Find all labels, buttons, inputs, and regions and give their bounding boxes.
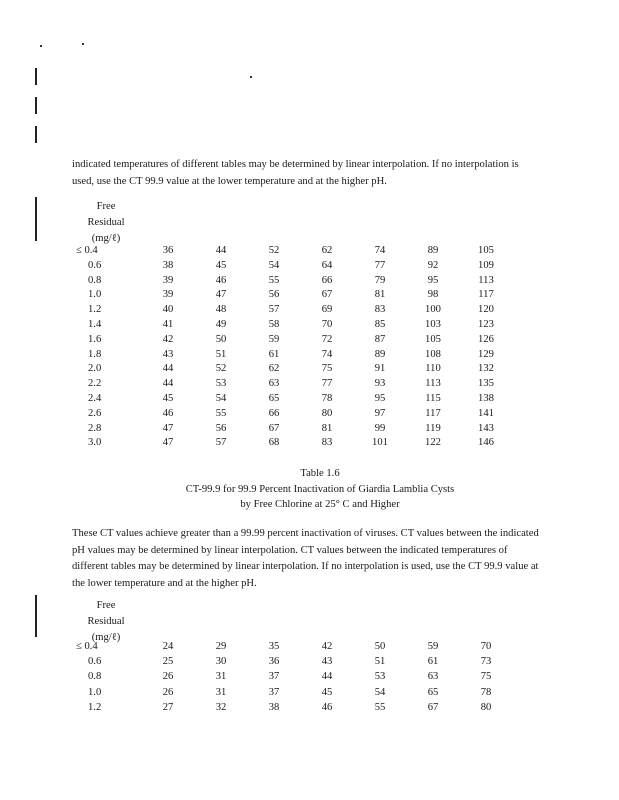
ct-value-cell: 132 — [478, 363, 494, 375]
ct-value-cell: 32 — [215, 701, 227, 713]
ct-value-cell: 65 — [427, 686, 439, 698]
ct-value-cell: 117 — [478, 289, 494, 301]
margin-bar — [35, 97, 37, 114]
residual-value-cell: 2.4 — [88, 393, 102, 404]
ct-value-cell: 55 — [215, 407, 227, 419]
ct-value-cell: 51 — [374, 656, 386, 668]
ct-value-cell: 75 — [480, 671, 492, 683]
ct-value-cell: 129 — [478, 348, 494, 360]
scan-speck — [40, 45, 42, 47]
ct-value-cell: 61 — [268, 348, 280, 360]
ct-value-cell: 66 — [268, 407, 280, 419]
ct-value-cell: 45 — [215, 259, 227, 271]
ct-value-cell: 67 — [321, 289, 333, 301]
ct-value-cell: 73 — [480, 656, 492, 668]
ct-value-cell: 126 — [478, 333, 494, 345]
ct-value-cell: 55 — [374, 701, 386, 713]
ct-value-cell: 57 — [268, 304, 280, 316]
ct-value-cell: 78 — [321, 393, 333, 404]
ct-value-cell: 46 — [321, 701, 333, 713]
ct-value-cell: 57 — [215, 437, 227, 449]
ct-value-cell: 100 — [425, 304, 441, 316]
ct-value-cell: 42 — [321, 641, 333, 652]
residual-value-cell: 3.0 — [88, 437, 102, 449]
ct-value-cell: 74 — [321, 348, 333, 360]
residual-value-cell: 1.4 — [88, 319, 102, 330]
ct-value-cell: 44 — [321, 671, 333, 683]
ct-value-cell: 109 — [478, 259, 494, 271]
ct-value-cell: 36 — [162, 245, 174, 256]
ct-value-cell: 44 — [215, 245, 227, 256]
ct-value-cell: 47 — [215, 289, 227, 301]
margin-bar — [35, 595, 37, 637]
ct-value-cell: 85 — [374, 319, 386, 330]
ct-value-cell: 113 — [478, 274, 494, 286]
ct-value-cell: 68 — [268, 437, 280, 449]
ct-value-cell: 70 — [480, 641, 492, 652]
ct-value-cell: 64 — [321, 259, 333, 271]
ct-value-cell: 101 — [372, 437, 388, 449]
heading-line: Residual — [87, 616, 125, 627]
table-title-line2: by Free Chlorine at 25° C and Higher — [240, 499, 400, 510]
ct-value-cell: 99 — [374, 422, 386, 434]
residual-value-cell: ≤ 0.4 — [76, 641, 98, 652]
ct-value-cell: 70 — [321, 319, 333, 330]
ct-value-cell: 53 — [215, 378, 227, 390]
ct-value-cell: 44 — [162, 378, 174, 390]
ct-value-cell: 67 — [427, 701, 439, 713]
ct-value-cell: 46 — [215, 274, 227, 286]
ct-value-cell: 59 — [427, 641, 439, 652]
ct-value-cell: 143 — [478, 422, 494, 434]
ct-value-cell: 52 — [215, 363, 227, 375]
heading-line: (mg/ℓ) — [91, 233, 121, 244]
ct-value-cell: 52 — [268, 245, 280, 256]
ct-value-cell: 91 — [374, 363, 386, 375]
ct-value-cell: 54 — [215, 393, 227, 404]
residual-value-cell: 1.6 — [88, 333, 102, 345]
ct-value-cell: 45 — [162, 393, 174, 404]
ct-value-cell: 117 — [425, 407, 441, 419]
ct-value-cell: 98 — [427, 289, 439, 301]
ct-value-cell: 51 — [215, 348, 227, 360]
ct-value-cell: 123 — [478, 319, 494, 330]
ct-value-cell: 115 — [425, 393, 441, 404]
free-residual-heading-lower — [76, 598, 136, 646]
ct-value-cell: 59 — [268, 333, 280, 345]
ct-value-cell: 77 — [374, 259, 386, 271]
ct-value-cell: 78 — [480, 686, 492, 698]
ct-value-cell: 39 — [162, 274, 174, 286]
table-title-line1: CT-99.9 for 99.9 Percent Inactivation of Giardia Lamblia Cysts — [185, 483, 455, 495]
interpolation-paragraph-lower: These CT values achieve greater than a 99.99 percent inactivation of viruses. CT values between the indicated pH values may be determined by linear interpolation. CT values between the indicated temperatures of different tables may be determined by linear interpolation. If no interpolation is used, use the CT 99.9 value at the lower temperature and at the higher pH. — [72, 528, 539, 589]
ct-value-cell: 50 — [374, 641, 386, 652]
ct-value-cell: 75 — [321, 363, 333, 375]
ct-value-cell: 92 — [427, 259, 439, 271]
ct-value-cell: 42 — [162, 333, 174, 345]
ct-value-cell: 45 — [321, 686, 333, 698]
ct-value-cell: 31 — [215, 671, 227, 683]
ct-value-cell: 74 — [374, 245, 386, 256]
ct-value-cell: 81 — [374, 289, 386, 301]
ct-value-cell: 54 — [268, 259, 280, 271]
table-caption — [120, 466, 520, 513]
ct-value-cell: 81 — [321, 422, 333, 434]
ct-value-cell: 26 — [162, 686, 174, 698]
ct-value-cell: 43 — [321, 656, 333, 668]
ct-value-cell: 40 — [162, 304, 174, 316]
ct-value-cell: 95 — [427, 274, 439, 286]
ct-value-cell: 89 — [374, 348, 386, 360]
ct-value-cell: 113 — [425, 378, 441, 390]
ct-value-cell: 122 — [425, 437, 441, 449]
ct-value-cell: 47 — [162, 422, 174, 434]
residual-value-cell: 1.2 — [88, 701, 102, 713]
ct-value-cell: 37 — [268, 686, 280, 698]
ct-value-cell: 80 — [321, 407, 333, 419]
ct-value-cell: 93 — [374, 378, 386, 390]
ct-value-cell: 65 — [268, 393, 280, 404]
ct-value-cell: 97 — [374, 407, 386, 419]
ct-value-cell: 48 — [215, 304, 227, 316]
ct-value-cell: 27 — [162, 701, 174, 713]
residual-value-cell: 0.6 — [88, 259, 102, 271]
ct-value-cell: 138 — [478, 393, 494, 404]
ct-value-cell: 39 — [162, 289, 174, 301]
scan-speck — [250, 76, 252, 78]
ct-value-cell: 36 — [268, 656, 280, 668]
ct-value-cell: 47 — [162, 437, 174, 449]
ct-value-cell: 55 — [268, 274, 280, 286]
residual-value-cell: 1.0 — [88, 686, 102, 698]
ct-value-cell: 80 — [480, 701, 492, 713]
ct-value-cell: 105 — [478, 245, 494, 256]
ct-value-cell: 103 — [425, 319, 441, 330]
margin-bar — [35, 197, 37, 241]
ct-value-cell: 79 — [374, 274, 386, 286]
residual-value-cell: 1.2 — [88, 304, 102, 316]
ct-value-cell: 54 — [374, 686, 386, 698]
ct-value-cell: 105 — [425, 333, 441, 345]
residual-value-cell: 2.6 — [88, 407, 102, 419]
heading-line: Free — [96, 201, 116, 212]
ct-value-cell: 95 — [374, 393, 386, 404]
ct-value-cell: 38 — [268, 701, 280, 713]
ct-value-cell: 83 — [374, 304, 386, 316]
ct-value-cell: 119 — [425, 422, 441, 434]
ct-value-cell: 49 — [215, 319, 227, 330]
margin-bar — [35, 126, 37, 143]
residual-value-cell: 2.8 — [88, 422, 102, 434]
residual-value-cell: 0.8 — [88, 671, 102, 683]
ct-value-cell: 62 — [268, 363, 280, 375]
ct-value-cell: 43 — [162, 348, 174, 360]
ct-value-cell: 83 — [321, 437, 333, 449]
ct-value-cell: 141 — [478, 407, 494, 419]
ct-value-cell: 69 — [321, 304, 333, 316]
heading-line: (mg/ℓ) — [91, 632, 121, 643]
ct-value-cell: 120 — [478, 304, 494, 316]
ct-value-cell: 135 — [478, 378, 494, 390]
ct-value-cell: 50 — [215, 333, 227, 345]
ct-value-cell: 108 — [425, 348, 441, 360]
ct-value-cell: 37 — [268, 671, 280, 683]
heading-line: Residual — [87, 217, 125, 228]
residual-value-cell: 0.6 — [88, 656, 102, 668]
ct-value-cell: 56 — [268, 289, 280, 301]
ct-value-cell: 63 — [268, 378, 280, 390]
ct-value-cell: 66 — [321, 274, 333, 286]
ct-value-cell: 24 — [162, 641, 174, 652]
residual-value-cell: 0.8 — [88, 274, 102, 286]
ct-value-cell: 146 — [478, 437, 494, 449]
ct-value-cell: 63 — [427, 671, 439, 683]
ct-value-cell: 58 — [268, 319, 280, 330]
free-residual-heading-upper — [76, 199, 136, 247]
ct-value-cell: 67 — [268, 422, 280, 434]
ct-value-cell: 77 — [321, 378, 333, 390]
ct-value-cell: 62 — [321, 245, 333, 256]
residual-value-cell: 2.2 — [88, 378, 102, 390]
ct-value-cell: 56 — [215, 422, 227, 434]
residual-value-cell: ≤ 0.4 — [76, 245, 98, 256]
ct-value-cell: 44 — [162, 363, 174, 375]
residual-value-cell: 1.0 — [88, 289, 102, 301]
ct-value-cell: 31 — [215, 686, 227, 698]
residual-value-cell: 2.0 — [88, 363, 102, 375]
ct-value-cell: 29 — [215, 641, 227, 652]
ct-value-cell: 110 — [425, 363, 441, 375]
ct-value-cell: 30 — [215, 656, 227, 668]
scan-speck — [82, 43, 84, 45]
ct-value-cell: 87 — [374, 333, 386, 345]
ct-value-cell: 35 — [268, 641, 280, 652]
ct-value-cell: 25 — [162, 656, 174, 668]
residual-value-cell: 1.8 — [88, 348, 102, 360]
ct-value-cell: 46 — [162, 407, 174, 419]
ct-value-cell: 53 — [374, 671, 386, 683]
table-number: Table 1.6 — [300, 468, 340, 479]
ct-value-cell: 72 — [321, 333, 333, 345]
interpolation-paragraph-upper: indicated temperatures of different tables may be determined by linear interpolation. If no interpolation is used, use the CT 99.9 value at the lower temperature and at the higher pH. — [72, 159, 519, 187]
ct-value-cell: 41 — [162, 319, 174, 330]
ct-value-cell: 61 — [427, 656, 439, 668]
heading-line: Free — [96, 600, 116, 611]
ct-value-cell: 38 — [162, 259, 174, 271]
margin-bar — [35, 68, 37, 85]
ct-value-cell: 89 — [427, 245, 439, 256]
ct-value-cell: 26 — [162, 671, 174, 683]
